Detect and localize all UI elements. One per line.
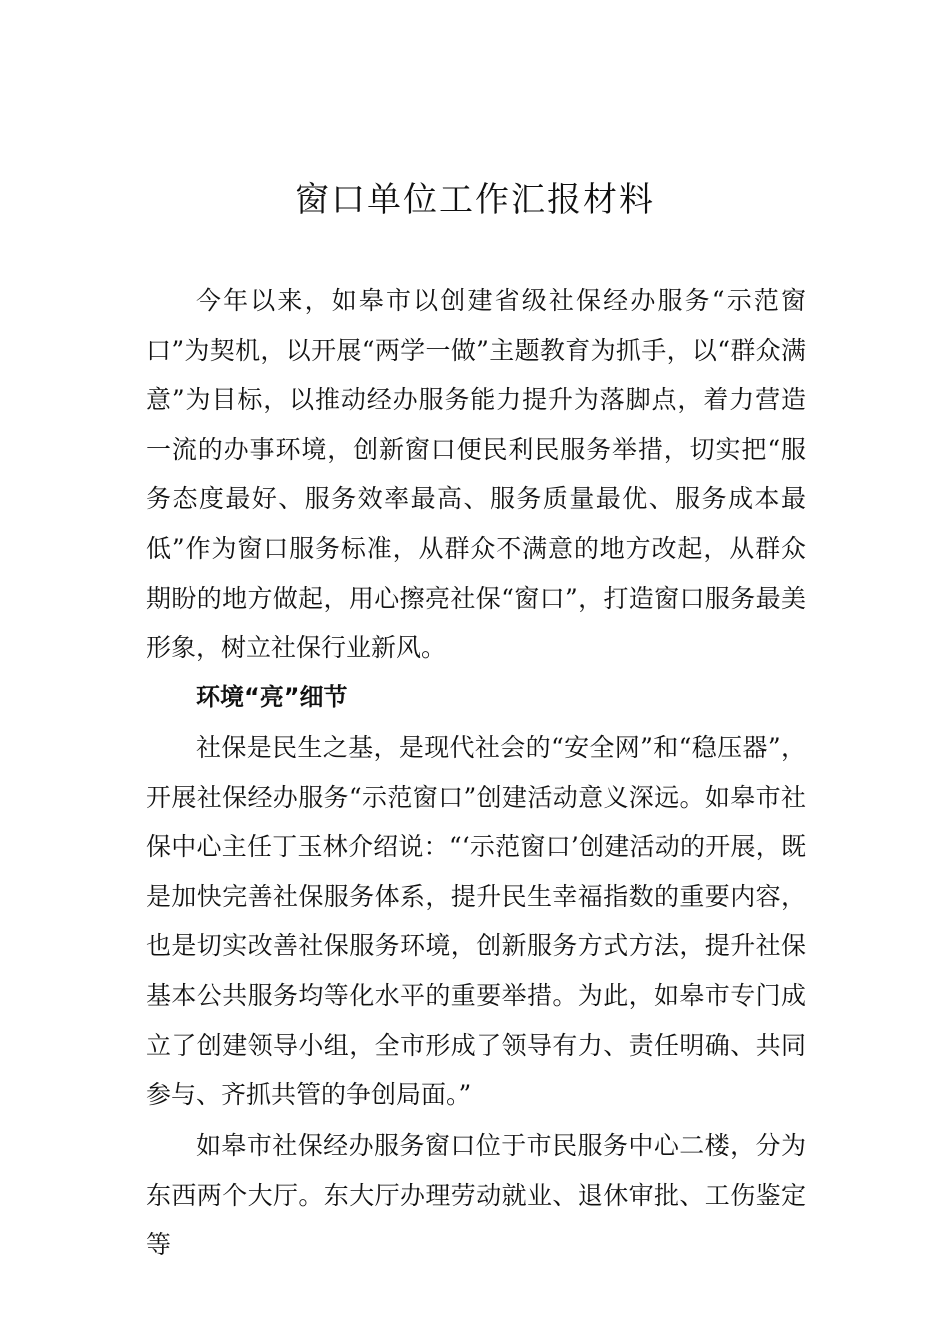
document-title: 窗口单位工作汇报材料 bbox=[295, 180, 655, 220]
paragraph-social-security: 社保是民生之基，是现代社会的“安全网”和“稳压器”，开展社保经办服务“示范窗口”创建活动意义深远。如皋市社保中心主任丁玉林介绍说：“‘示范窗口’创建活动的开展，既是加快完善社保服务体系，提升民生幸福指数的重要内容，也是切实改善社保服务环境，创新服务方式方法，提升社保基本公共服务均等化水平的重要举措。为此，如皋市专门成立了创建领导小组，全市形成了领导有力、责任明确、共同参与、齐抓共管的争创局面。” bbox=[146, 733, 806, 1110]
paragraph-intro: 今年以来，如皋市以创建省级社保经办服务“示范窗口”为契机，以开展“两学一做”主题教育为抓手，以“群众满意”为目标，以推动经办服务能力提升为落脚点，着力营造一流的办事环境，创新窗口便民利民服务举措，切实把“服务态度最好、服务效率最高、服务质量最优、服务成本最低”作为窗口服务标准，从群众不满意的地方改起，从群众期盼的地方做起，用心擦亮社保“窗口”，打造窗口服务最美形象，树立社保行业新风。 bbox=[146, 286, 806, 663]
paragraph-service-hall: 如皋市社保经办服务窗口位于市民服务中心二楼，分为东西两个大厅。东大厅办理劳动就业、退休审批、工伤鉴定等 bbox=[146, 1131, 806, 1260]
section-heading: 环境“亮”细节 bbox=[196, 683, 348, 711]
